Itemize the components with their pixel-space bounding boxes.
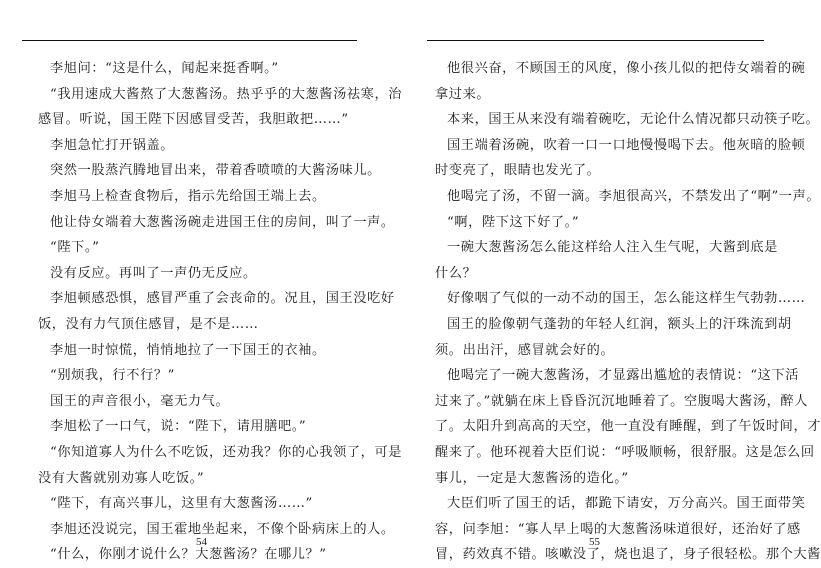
text-line: 他让侍女端着大葱酱汤碗走进国王住的房间，叫了一声。 (50, 214, 395, 230)
right-page-text (435, 56, 821, 568)
text-line: “陛下，有高兴事儿，这里有大葱酱汤……” (50, 496, 313, 512)
text-line: 李旭问：“这是什么，闻起来挺香啊。” (50, 61, 279, 76)
text-line: 饭，没有力气顶住感冒，是不是…… (38, 316, 259, 332)
text-line: 感冒。听说，国王陛下因感冒受苦，我胆敢把……” (38, 112, 349, 128)
text-line: 国王端着汤碗，吹着一口一口地慢慢喝下去。他灰暗的脸顿 (447, 137, 806, 153)
header-rule (427, 40, 764, 41)
text-line: 李旭马上检查食物后，指示先给国王端上去。 (50, 188, 326, 204)
text-line: “你知道寡人为什么不吃饭，还劝我？你的心我领了，可是 (50, 444, 403, 460)
text-line: 大臣们听了国王的话，都跪下请安，万分高兴。国王面带笑 (447, 496, 806, 512)
text-line: 好像咽了气似的一动不动的国王，怎么能这样生气勃勃…… (447, 291, 806, 307)
text-line: 国王的声音很小，毫无力气。 (50, 393, 230, 409)
text-line: 拿过来。 (435, 86, 491, 102)
text-line: 了。太阳升到高高的天空，他一直没有睡醒，到了午饭时间，才 (435, 419, 821, 435)
left-page-text (38, 56, 403, 568)
text-line: 李旭还没说完，国王霍地坐起来，不像个卧病床上的人。 (50, 521, 395, 537)
text-line: 李旭顿感恐惧，感冒严重了会丧命的。况且，国王没吃好 (50, 291, 395, 307)
text-line: 本来，国王从来没有端着碗吃，无论什么情况都只动筷子吃。 (447, 112, 820, 128)
text-line: 没有大酱就别劝寡人吃饭。” (38, 470, 205, 486)
header-rule (22, 40, 357, 41)
text-line: 李旭一时惊慌，悄悄地拉了一下国王的衣袖。 (50, 342, 326, 358)
text-line: 事儿，一定是大葱酱汤的造化。” (435, 470, 629, 486)
page-number: 55 (589, 536, 600, 548)
text-line: 李旭急忙打开锅盖。 (50, 137, 175, 153)
text-line: “什么，你刚才说什么？大葱酱汤？在哪儿？” (50, 547, 327, 563)
text-line: 醒来了。他环视着大臣们说：“呼吸顺畅，很舒服。这是怎么回 (435, 444, 815, 460)
text-line: 一碗大葱酱汤怎么能这样给人注入生气呢，大酱到底是 (447, 240, 778, 256)
text-line: 过来了。”就躺在床上昏昏沉沉地睡着了。空腹喝大酱汤，醉人 (435, 393, 809, 409)
right-page (415, 0, 821, 563)
text-line: 须。出出汗，感冒就会好的。 (435, 342, 615, 358)
text-line: 突然一股蒸汽腾地冒出来，带着香喷喷的大酱汤味儿。 (50, 163, 381, 179)
text-line: 时变亮了，眼睛也发光了。 (435, 163, 601, 179)
text-line: 冒，药效真不错。咳嗽没了，烧也退了，身子很轻松。那个大酱 (435, 547, 821, 563)
text-line: 什么？ (435, 265, 477, 281)
text-line: “陛下。” (50, 240, 100, 256)
text-line: “别烦我，行不行？” (50, 368, 175, 384)
page-number: 54 (196, 536, 207, 548)
left-page (22, 0, 403, 563)
text-line: 国王的脸像朝气蓬勃的年轻人红润，额头上的汗珠流到胡 (447, 316, 792, 332)
text-line: 容，问李旭：“寡人早上喝的大葱酱汤味道很好，还治好了感 (435, 521, 801, 537)
text-line: 他喝完了汤，不留一滴。李旭很高兴，不禁发出了“啊”一声。 (447, 188, 821, 204)
text-line: “啊，陛下这下好了。” (447, 214, 580, 230)
text-line: 他喝完了一碗大葱酱汤，才显露出尴尬的表情说：“这下活 (447, 368, 800, 384)
text-line: 没有反应。再叫了一声仍无反应。 (50, 265, 257, 281)
text-line: “我用速成大酱熬了大葱酱汤。热乎乎的大葱酱汤祛寒，治 (50, 86, 403, 102)
text-line: 李旭松了一口气，说：“陛下，请用膳吧。” (50, 419, 307, 435)
text-line: 他很兴奋，不顾国王的风度，像小孩儿似的把侍女端着的碗 (447, 61, 806, 76)
